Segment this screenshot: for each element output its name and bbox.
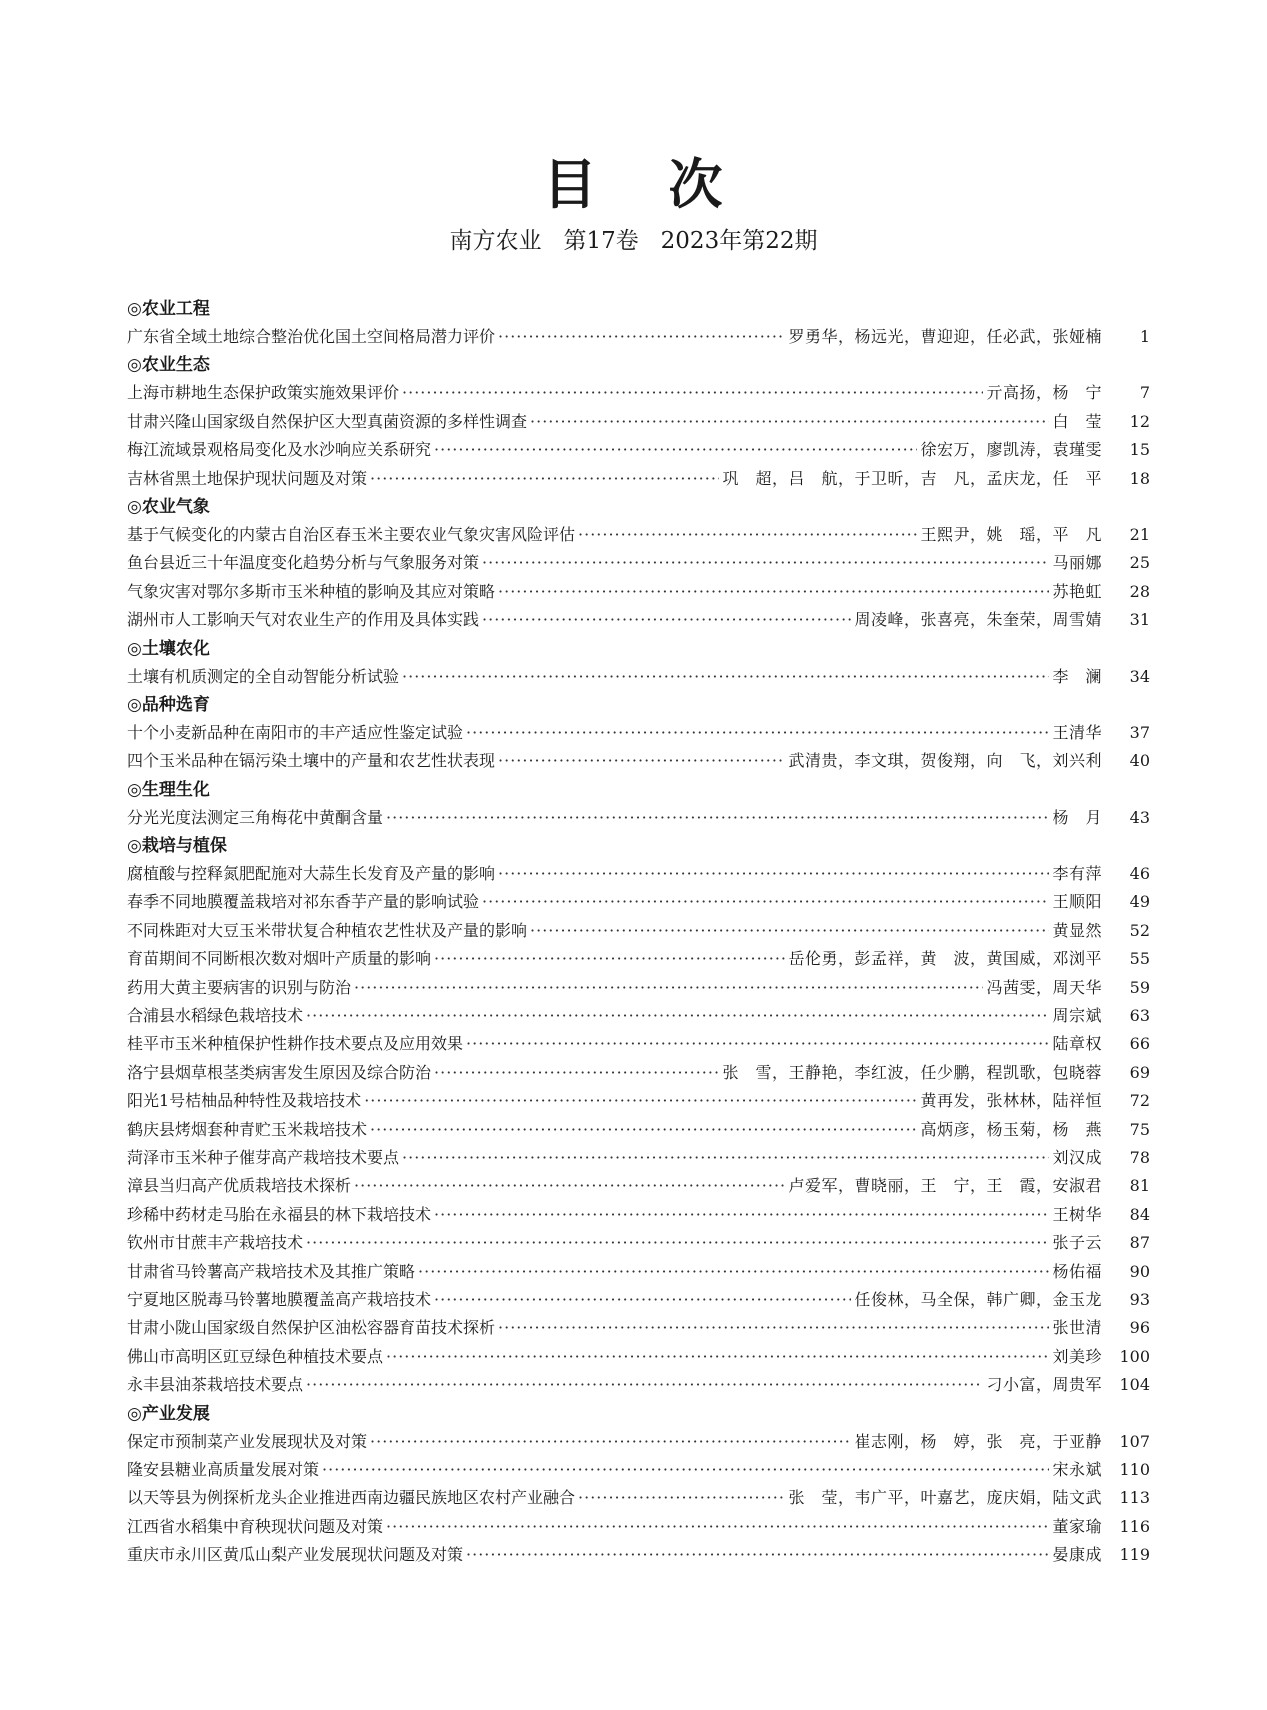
- toc-entry[interactable]: [127, 521, 1150, 549]
- article-title: 合浦县水稻绿色栽培技术: [127, 1006, 304, 1026]
- title-char-left: 目: [542, 153, 599, 216]
- toc-entry[interactable]: [127, 888, 1150, 916]
- article-title: 药用大黄主要病害的识别与防治: [127, 977, 352, 997]
- dot-leader: [530, 408, 1049, 436]
- article-title: 梅江流域景观格局变化及水沙响应关系研究: [127, 440, 432, 460]
- page-number: 12: [1129, 411, 1150, 431]
- page-number: 81: [1129, 1176, 1150, 1196]
- article-title: 鱼台县近三十年温度变化趋势分析与气象服务对策: [127, 553, 480, 573]
- article-authors: 刘美珍: [1052, 1346, 1102, 1366]
- article-authors: 杨佑福: [1052, 1261, 1102, 1281]
- dot-leader: [364, 1087, 917, 1115]
- dot-leader: [434, 436, 917, 464]
- article-authors: 王树华: [1052, 1204, 1102, 1224]
- title-char-right: 次: [668, 153, 725, 216]
- article-title: 湖州市人工影响天气对农业生产的作用及具体实践: [127, 610, 480, 630]
- article-title: 甘肃兴隆山国家级自然保护区大型真菌资源的多样性调查: [127, 411, 528, 431]
- toc-entry[interactable]: [127, 408, 1150, 436]
- dot-leader: [386, 1343, 1049, 1371]
- article-title: 桂平市玉米种植保护性耕作技术要点及应用效果: [127, 1034, 464, 1054]
- article-authors: 张子云: [1052, 1233, 1102, 1253]
- toc-entry[interactable]: [127, 606, 1150, 634]
- page-number: 49: [1129, 892, 1150, 912]
- toc-entry[interactable]: [127, 804, 1150, 832]
- page-number: 28: [1129, 581, 1150, 601]
- article-title: 上海市耕地生态保护政策实施效果评价: [127, 383, 400, 403]
- article-title: 隆安县糖业高质量发展对策: [127, 1459, 320, 1479]
- article-authors: 王熙尹，姚 瑶，平 凡: [920, 524, 1102, 544]
- page-number: 21: [1129, 524, 1150, 544]
- section-heading: ◎农业工程: [127, 299, 210, 319]
- toc-entry[interactable]: [127, 549, 1150, 577]
- page-number: 84: [1129, 1204, 1150, 1224]
- dot-leader: [482, 606, 851, 634]
- article-authors: 王清华: [1052, 722, 1102, 742]
- toc-entry[interactable]: [127, 1456, 1150, 1484]
- page-number: 113: [1119, 1488, 1150, 1508]
- article-authors: 黄再发，张林林，陆祥恒: [920, 1091, 1102, 1111]
- dot-leader: [354, 1172, 785, 1200]
- page-number: 1: [1139, 327, 1150, 346]
- dot-leader: [466, 1541, 1049, 1569]
- page-number: 69: [1129, 1062, 1150, 1082]
- article-authors: 巩 超，吕 航，于卫昕，吉 凡，孟庆龙，任 平: [722, 468, 1102, 488]
- article-authors: 崔志刚，杨 婷，张 亮，于亚静: [854, 1431, 1102, 1451]
- article-authors: 岳伦勇，彭孟祥，黄 波，黄国威，邓浏平: [788, 949, 1102, 969]
- article-title: 育苗期间不同断根次数对烟叶产质量的影响: [127, 949, 432, 969]
- dot-leader: [498, 323, 785, 351]
- toc-entry[interactable]: [127, 323, 1150, 351]
- article-authors: 李 澜: [1052, 666, 1102, 686]
- page-number: 18: [1129, 468, 1150, 488]
- article-title: 分光光度法测定三角梅花中黄酮含量: [127, 807, 384, 827]
- dot-leader: [370, 1116, 917, 1144]
- article-authors: 晏康成: [1052, 1545, 1102, 1565]
- dot-leader: [306, 1371, 983, 1399]
- toc-entry[interactable]: [127, 1314, 1150, 1342]
- toc-entry[interactable]: [127, 1258, 1150, 1286]
- article-title: 四个玉米品种在镉污染土壤中的产量和农艺性状表现: [127, 751, 496, 771]
- toc-entry[interactable]: [127, 1229, 1150, 1257]
- dot-leader: [434, 1286, 851, 1314]
- page-number: 96: [1129, 1318, 1150, 1338]
- article-title: 阳光1号桔柚品种特性及栽培技术: [127, 1091, 362, 1111]
- article-title: 佛山市高明区豇豆绿色种植技术要点: [127, 1346, 384, 1366]
- dot-leader: [402, 379, 983, 407]
- article-title: 珍稀中药材走马胎在永福县的林下栽培技术: [127, 1204, 432, 1224]
- dot-leader: [466, 1030, 1049, 1058]
- toc-entry[interactable]: [127, 860, 1150, 888]
- page-number: 87: [1129, 1233, 1150, 1253]
- section-heading: ◎品种选育: [127, 694, 210, 715]
- article-title: 鹤庆县烤烟套种青贮玉米栽培技术: [127, 1119, 368, 1139]
- page-number: 107: [1119, 1431, 1150, 1451]
- dot-leader: [498, 747, 785, 775]
- article-authors: 冯茜雯，周天华: [986, 977, 1102, 997]
- toc-entry[interactable]: [127, 663, 1150, 691]
- dot-leader: [578, 521, 917, 549]
- toc-entry[interactable]: [127, 1201, 1150, 1229]
- section-heading: ◎生理生化: [127, 779, 210, 800]
- toc-entry[interactable]: [127, 974, 1150, 1002]
- page-number: 78: [1129, 1147, 1150, 1167]
- dot-leader: [434, 1201, 1049, 1229]
- article-authors: 张世清: [1052, 1318, 1102, 1338]
- journal-issue-line: 南方农业 第17卷 2023年第22期: [449, 228, 818, 254]
- page-number: 31: [1129, 610, 1150, 630]
- page-number: 104: [1119, 1375, 1150, 1395]
- article-authors: 武清贵，李文琪，贺俊翔，向 飞，刘兴利: [788, 751, 1102, 771]
- page-number: 75: [1129, 1119, 1150, 1139]
- article-title: 十个小麦新品种在南阳市的丰产适应性鉴定试验: [127, 722, 464, 742]
- toc-entry[interactable]: [127, 719, 1150, 747]
- dot-leader: [322, 1456, 1049, 1484]
- dot-leader: [530, 917, 1049, 945]
- article-title: 保定市预制菜产业发展现状及对策: [127, 1431, 368, 1451]
- dot-leader: [402, 663, 1049, 691]
- dot-leader: [482, 549, 1049, 577]
- toc-entry[interactable]: [127, 1371, 1150, 1399]
- dot-leader: [434, 945, 785, 973]
- page-number: 100: [1119, 1346, 1150, 1366]
- article-authors: 陆章权: [1052, 1034, 1102, 1054]
- section-heading: ◎土壤农化: [127, 638, 210, 659]
- article-authors: 徐宏万，廖凯涛，袁瑾雯: [920, 440, 1102, 460]
- toc-entry[interactable]: [127, 1286, 1150, 1314]
- dot-leader: [418, 1258, 1049, 1286]
- article-title: 漳县当归高产优质栽培技术探析: [127, 1176, 352, 1196]
- article-title: 吉林省黑土地保护现状问题及对策: [127, 468, 368, 488]
- article-title: 春季不同地膜覆盖栽培对祁东香芋产量的影响试验: [127, 892, 480, 912]
- page-number: 66: [1129, 1034, 1150, 1054]
- article-title: 钦州市甘蔗丰产栽培技术: [127, 1233, 304, 1253]
- toc-entry[interactable]: [127, 1087, 1150, 1115]
- article-title: 甘肃小陇山国家级自然保护区油松容器育苗技术探析: [127, 1318, 496, 1338]
- article-authors: 董家瑜: [1052, 1516, 1102, 1536]
- toc-entry[interactable]: [127, 1030, 1150, 1058]
- toc-entry[interactable]: [127, 1428, 1150, 1456]
- dot-leader: [402, 1144, 1049, 1172]
- toc-entry[interactable]: [127, 1116, 1150, 1144]
- page-number: 40: [1129, 751, 1150, 771]
- section-heading: ◎产业发展: [127, 1403, 210, 1424]
- article-authors: 黄显然: [1052, 920, 1102, 940]
- dot-leader: [306, 1002, 1049, 1030]
- page-number: 43: [1129, 807, 1150, 827]
- article-authors: 任俊林，马全保，韩广卿，金玉龙: [854, 1289, 1102, 1309]
- article-authors: 卢爱军，曹晓丽，王 宁，王 霞，安淑君: [788, 1176, 1102, 1196]
- article-authors: 王顺阳: [1052, 892, 1102, 912]
- table-of-contents: [127, 295, 1150, 1569]
- article-authors: 张 雪，王静艳，李红波，任少鹏，程凯歌，包晓蓉: [722, 1062, 1102, 1082]
- article-authors: 刘汉成: [1052, 1147, 1102, 1167]
- article-title: 江西省水稻集中育秧现状问题及对策: [127, 1516, 384, 1536]
- article-authors: 宋永斌: [1052, 1459, 1102, 1479]
- toc-entry[interactable]: [127, 1541, 1150, 1569]
- page-number: 63: [1129, 1006, 1150, 1026]
- page-number: 52: [1129, 920, 1150, 940]
- toc-entry[interactable]: [127, 1002, 1150, 1030]
- toc-entry[interactable]: [127, 465, 1150, 493]
- article-authors: 周宗斌: [1052, 1006, 1102, 1026]
- article-authors: 周凌峰，张喜亮，朱奎荣，周雪婧: [854, 610, 1102, 630]
- toc-entry[interactable]: [127, 578, 1150, 606]
- page-number: 119: [1119, 1545, 1150, 1565]
- toc-entry[interactable]: [127, 1059, 1150, 1087]
- article-title: 气象灾害对鄂尔多斯市玉米种植的影响及其应对策略: [127, 581, 496, 601]
- dot-leader: [466, 719, 1049, 747]
- toc-entry[interactable]: [127, 436, 1150, 464]
- page-number: 55: [1129, 949, 1150, 969]
- article-authors: 杨 月: [1052, 807, 1102, 827]
- article-title: 腐植酸与控释氮肥配施对大蒜生长发育及产量的影响: [127, 864, 496, 884]
- page-number: 25: [1129, 553, 1150, 573]
- article-title: 重庆市永川区黄瓜山梨产业发展现状问题及对策: [127, 1545, 464, 1565]
- toc-entry[interactable]: [127, 1144, 1150, 1172]
- toc-entry[interactable]: [127, 1513, 1150, 1541]
- dot-leader: [482, 888, 1049, 916]
- article-authors: 张 莹，韦广平，叶嘉艺，庞庆娟，陆文武: [788, 1488, 1102, 1508]
- dot-leader: [498, 860, 1049, 888]
- toc-entry[interactable]: [127, 1343, 1150, 1371]
- article-authors: 马丽娜: [1052, 553, 1102, 573]
- page-number: 116: [1119, 1516, 1150, 1536]
- toc-entry[interactable]: [127, 747, 1150, 775]
- article-authors: 亓高扬，杨 宁: [986, 383, 1102, 403]
- page-number: 7: [1139, 383, 1150, 403]
- section-heading: ◎农业生态: [127, 355, 210, 376]
- dot-leader: [386, 1513, 1049, 1541]
- page-number: 110: [1119, 1459, 1150, 1479]
- article-authors: 刁小富，周贵军: [986, 1375, 1102, 1395]
- page-number: 72: [1129, 1091, 1150, 1111]
- toc-entry[interactable]: [127, 1172, 1150, 1200]
- toc-entry[interactable]: [127, 379, 1150, 407]
- toc-entry[interactable]: [127, 945, 1150, 973]
- article-title: 宁夏地区脱毒马铃薯地膜覆盖高产栽培技术: [127, 1289, 432, 1309]
- page-number: 93: [1129, 1289, 1150, 1309]
- article-authors: 高炳彦，杨玉菊，杨 燕: [920, 1119, 1102, 1139]
- page-title: [0, 142, 1267, 219]
- page-number: 15: [1129, 440, 1150, 460]
- article-title: 以天等县为例探析龙头企业推进西南边疆民族地区农村产业融合: [127, 1488, 576, 1508]
- dot-leader: [354, 974, 983, 1002]
- article-title: 土壤有机质测定的全自动智能分析试验: [127, 666, 400, 686]
- dot-leader: [434, 1059, 719, 1087]
- dot-leader: [386, 804, 1049, 832]
- dot-leader: [498, 1314, 1049, 1342]
- dot-leader: [370, 1428, 851, 1456]
- article-authors: 苏艳虹: [1052, 581, 1102, 601]
- page-number: 37: [1129, 722, 1150, 742]
- section-heading: ◎农业气象: [127, 496, 210, 517]
- article-authors: 罗勇华，杨远光，曹迎迎，任必武，张娅楠: [788, 327, 1102, 346]
- dot-leader: [498, 578, 1049, 606]
- article-title: 基于气候变化的内蒙古自治区春玉米主要农业气象灾害风险评估: [127, 524, 576, 544]
- page-number: 34: [1129, 666, 1150, 686]
- section-heading: ◎栽培与植保: [127, 836, 227, 857]
- page-number: 90: [1129, 1261, 1150, 1281]
- article-title: 菏泽市玉米种子催芽高产栽培技术要点: [127, 1147, 400, 1167]
- article-title: 洛宁县烟草根茎类病害发生原因及综合防治: [127, 1062, 432, 1082]
- page-number: 46: [1129, 864, 1150, 884]
- article-authors: 白 莹: [1052, 411, 1102, 431]
- toc-entry[interactable]: [127, 1484, 1150, 1512]
- article-title: 广东省全域土地综合整治优化国土空间格局潜力评价: [127, 327, 496, 346]
- article-title: 甘肃省马铃薯高产栽培技术及其推广策略: [127, 1261, 416, 1281]
- toc-entry[interactable]: [127, 917, 1150, 945]
- page-number: 59: [1129, 977, 1150, 997]
- article-title: 不同株距对大豆玉米带状复合种植农艺性状及产量的影响: [127, 920, 528, 940]
- dot-leader: [578, 1484, 785, 1512]
- dot-leader: [306, 1229, 1049, 1257]
- dot-leader: [370, 465, 719, 493]
- article-authors: 李有萍: [1052, 864, 1102, 884]
- article-title: 永丰县油茶栽培技术要点: [127, 1375, 304, 1395]
